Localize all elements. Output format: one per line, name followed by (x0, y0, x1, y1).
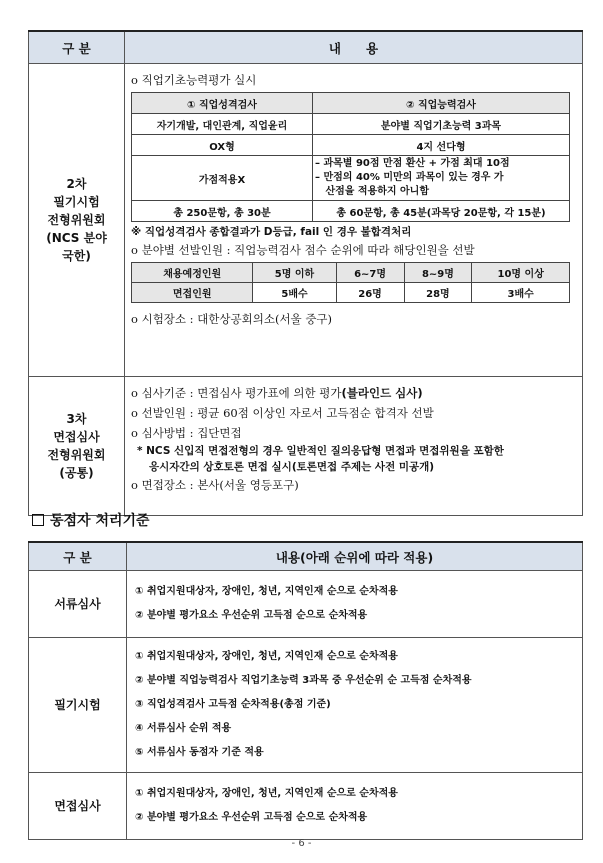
tie-label-interview: 면접심사 (29, 773, 127, 840)
written-test-content (125, 64, 583, 377)
header-content: 내 용 (125, 31, 583, 64)
tie-items-document: ① 취업지원대상자, 장애인, 청년, 지역인재 순으로 순차적용 ② 분야별 평가요소 우선순위 고득점 순으로 순차적용 (127, 571, 583, 638)
fail-note: ※ 직업성격검사 종합결과가 D등급, fail 인 경우 불합격처리 (131, 226, 412, 238)
tie-items-written: ① 취업지원대상자, 장애인, 청년, 지역인재 순으로 순차적용 ② 분야별 직업능력검사 직업기초능력 3과목 중 우선순위 순 고득점 순차적용 ③ 직업성격검사 고득점 순차적용(총점 기준) ④ 서류심사 순위 적용 ⑤ 서류심사 동점자 기준 적용 (127, 638, 583, 773)
screening-table (28, 30, 583, 516)
ncs-note: * NCS 신입직 면접전형의 경우 일반적인 질의응답형 면접과 면접위원을 포함한 응시자간의 상호토론 면접 실시(토론면접 주제는 사전 미공개) (137, 445, 504, 473)
tie-label-written: 필기시험 (29, 638, 127, 773)
checkbox-icon (32, 514, 44, 526)
venue-line: o 시험장소 : 대한상공회의소(서울 중구) (131, 312, 333, 326)
exam-line: o 직업기초능력평가 실시 (131, 73, 257, 87)
section-title: 동점자 처리기준 (32, 510, 150, 530)
selection-criteria-line: o 선발인원 : 평균 60점 이상인 자로서 고득점순 합격자 선발 (131, 406, 434, 420)
tie-items-interview: ① 취업지원대상자, 장애인, 청년, 지역인재 순으로 순차적용 ② 분야별 평가요소 우선순위 고득점 순으로 순차적용 (127, 773, 583, 840)
tie-header-content: 내용(아래 순위에 따라 적용) (127, 542, 583, 571)
tie-header-category: 구 분 (29, 542, 127, 571)
criteria-line: o 심사기준 : 면접심사 평가표에 의한 평가(블라인드 심사) (131, 386, 423, 400)
header-category: 구 분 (29, 31, 125, 64)
tie-label-document: 서류심사 (29, 571, 127, 638)
tie-break-table (28, 541, 583, 840)
interview-content (125, 377, 583, 516)
page-number: - 6 - (291, 838, 312, 849)
interview-venue-line: o 면접장소 : 본사(서울 영등포구) (131, 478, 299, 492)
test-type-table: ① 직업성격검사 ② 직업능력검사 자기개발, 대인관계, 직업윤리 분야별 직업기초능력 3과목 OX형 4지 선다형 가점적용X – 과목별 90점 만점 환산 + 가점 최대 10점 – 만점의 40% 미만의 과목이 있는 경우 가 산점을 적용하지 아니함 총 250문항, 총 30분 총 60문항, 총 45분(과목당 20문항, 각 15분) (131, 92, 570, 222)
row-label-written-test: 2차 필기시험 전형위원회 (NCS 분야 국한) (29, 64, 125, 377)
method-line: o 심사방법 : 집단면접 (131, 426, 242, 440)
selection-table: 채용예정인원 5명 이하 6~7명 8~9명 10명 이상 면접인원 5배수 26명 28명 3배수 (131, 262, 570, 303)
row-label-interview: 3차 면접심사 전형위원회 (공통) (29, 377, 125, 516)
selection-line: o 분야별 선발인원 : 직업능력검사 점수 순위에 따라 해당인원을 선발 (131, 243, 475, 257)
